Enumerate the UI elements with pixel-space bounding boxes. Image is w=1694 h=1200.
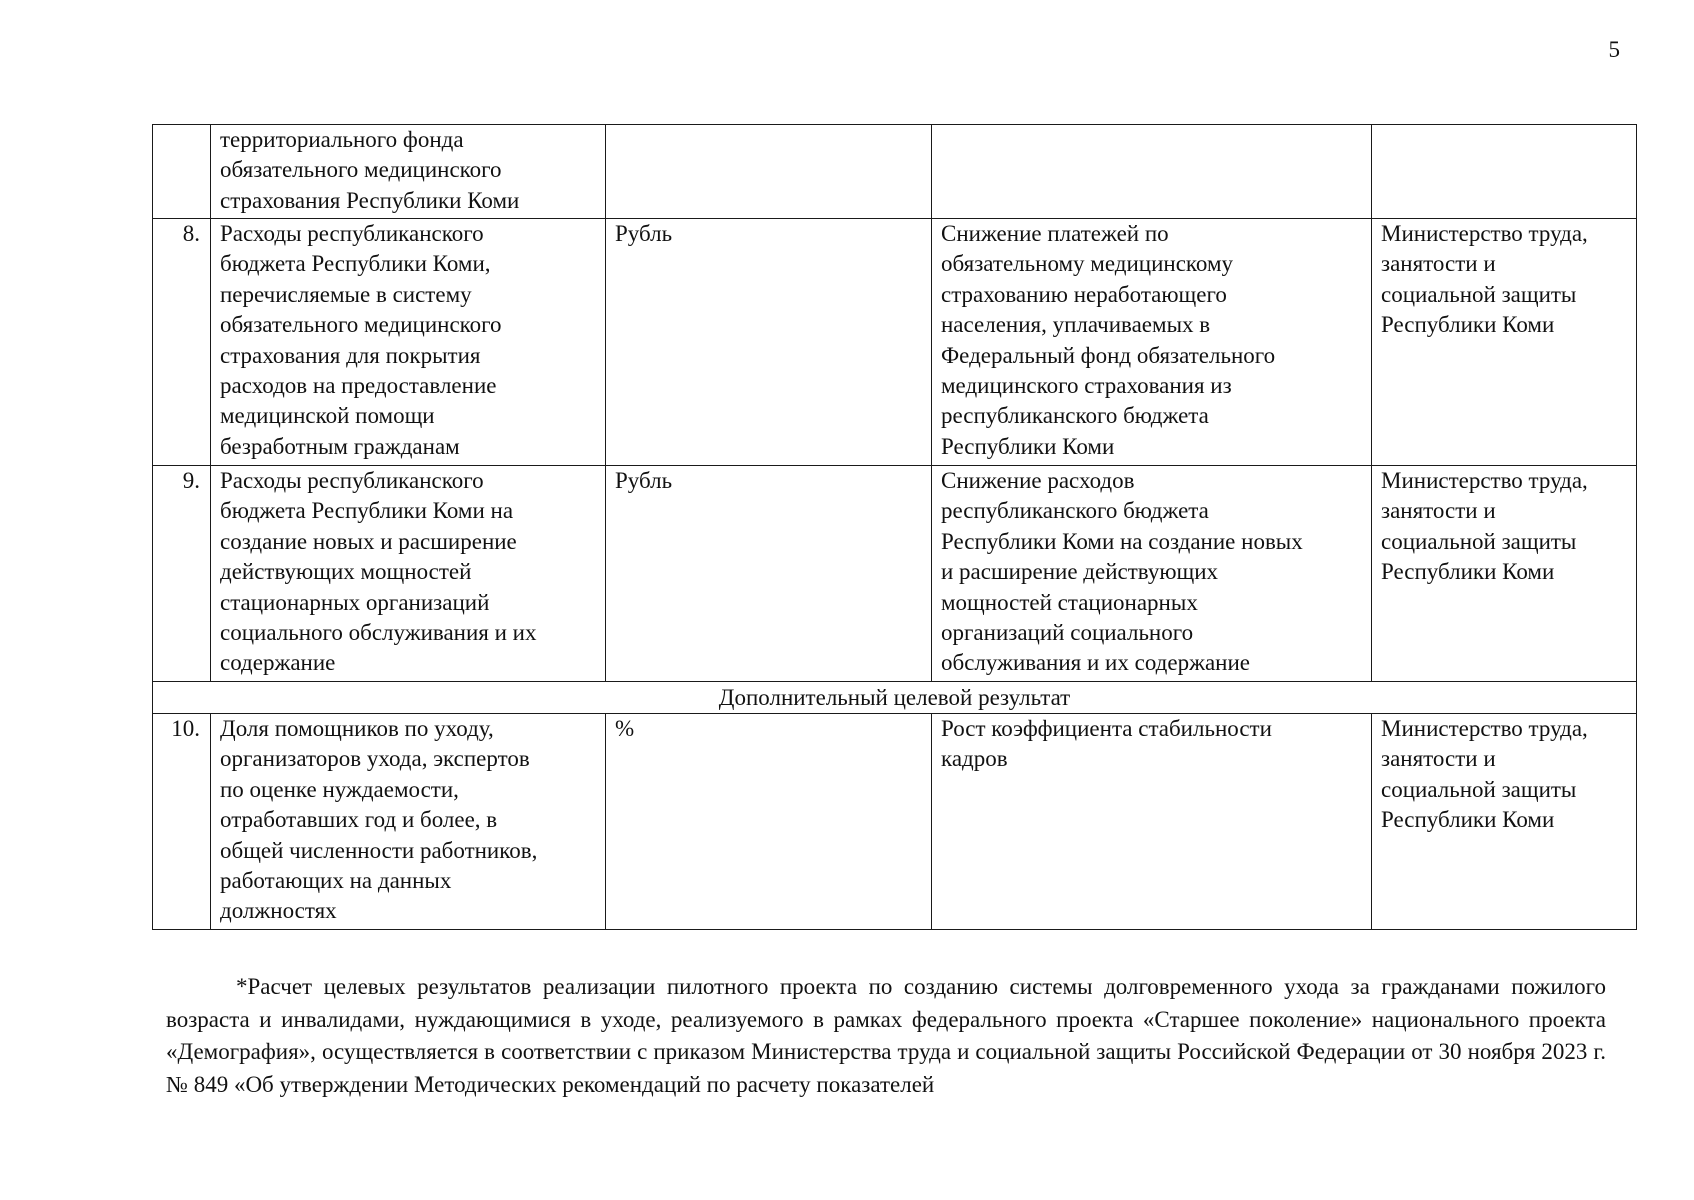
indicator-text: Расходы республиканского бюджета Республики Коми, перечисляемые в систему обязательного медицинского страхования для покрытия расходов на предоставление медицинской помощи безработным гражданам bbox=[220, 221, 502, 459]
row-number-cell bbox=[153, 219, 211, 466]
result-text: Снижение платежей по обязательному медицинскому страхованию неработающего населения, уплачиваемых в Федеральный фонд обязательного медицинского страхования из республиканского бюджета Республики Коми bbox=[941, 221, 1276, 459]
row-number: 8. bbox=[182, 221, 200, 246]
table-row-9 bbox=[153, 466, 1637, 682]
table-row-continuation bbox=[153, 125, 1637, 219]
indicator-cell bbox=[211, 466, 606, 682]
unit-cell bbox=[606, 219, 932, 466]
unit-cell bbox=[606, 466, 932, 682]
indicator-text: территориального фонда обязательного медицинского страхования Республики Коми bbox=[220, 127, 520, 213]
unit-text: Рубль bbox=[615, 221, 673, 246]
row-number-cell bbox=[153, 125, 211, 219]
unit-cell bbox=[606, 714, 932, 930]
table-row-10 bbox=[153, 714, 1637, 930]
table-row-8 bbox=[153, 219, 1637, 466]
result-cell bbox=[932, 466, 1372, 682]
indicator-text: Доля помощников по уходу, организаторов ухода, экспертов по оценке нуждаемости, отработавших год и более, в общей численности работников, работающих на данных должностях bbox=[220, 716, 538, 924]
row-number: 10. bbox=[171, 716, 200, 741]
section-title: Дополнительный целевой результат bbox=[153, 682, 1637, 714]
results-table bbox=[152, 124, 1637, 930]
result-cell bbox=[932, 714, 1372, 930]
section-header-row bbox=[153, 682, 1637, 714]
indicator-cell bbox=[211, 219, 606, 466]
row-number-cell bbox=[153, 714, 211, 930]
footnote-text: *Расчет целевых результатов реализации пилотного проекта по созданию системы долговременного ухода за гражданами пожилого возраста и инвалидами, нуждающимися в уходе, реализуемого в рамках федерального проекта «Старшее поколение» национального проекта «Демография», осуществляется в соответствии с приказом Министерства труда и социальной защиты Российской Федерации от 30 ноября 2023 г. № 849 «Об утверждении Методических рекомендаций по расчету показателей bbox=[166, 974, 1606, 1097]
responsible-text: Министерство труда, занятости и социальной защиты Республики Коми bbox=[1381, 716, 1588, 833]
responsible-text: Министерство труда, занятости и социальной защиты Республики Коми bbox=[1381, 468, 1588, 585]
row-number-cell bbox=[153, 466, 211, 682]
responsible-cell bbox=[1372, 466, 1637, 682]
result-text: Снижение расходов республиканского бюджета Республики Коми на создание новых и расширение действующих мощностей стационарных организаций социального обслуживания и их содержание bbox=[941, 468, 1303, 676]
result-cell bbox=[932, 125, 1372, 219]
unit-text: Рубль bbox=[615, 468, 673, 493]
unit-cell bbox=[606, 125, 932, 219]
result-cell bbox=[932, 219, 1372, 466]
row-number: 9. bbox=[182, 468, 200, 493]
result-text: Рост коэффициента стабильности кадров bbox=[941, 716, 1272, 772]
indicator-cell bbox=[211, 714, 606, 930]
unit-text: % bbox=[615, 716, 635, 741]
responsible-text: Министерство труда, занятости и социальной защиты Республики Коми bbox=[1381, 221, 1588, 338]
responsible-cell bbox=[1372, 219, 1637, 466]
responsible-cell bbox=[1372, 125, 1637, 219]
indicator-text: Расходы республиканского бюджета Республики Коми на создание новых и расширение действующих мощностей стационарных организаций социального обслуживания и их содержание bbox=[220, 468, 537, 676]
page-number: 5 bbox=[1608, 37, 1620, 62]
responsible-cell bbox=[1372, 714, 1637, 930]
indicator-cell bbox=[211, 125, 606, 219]
